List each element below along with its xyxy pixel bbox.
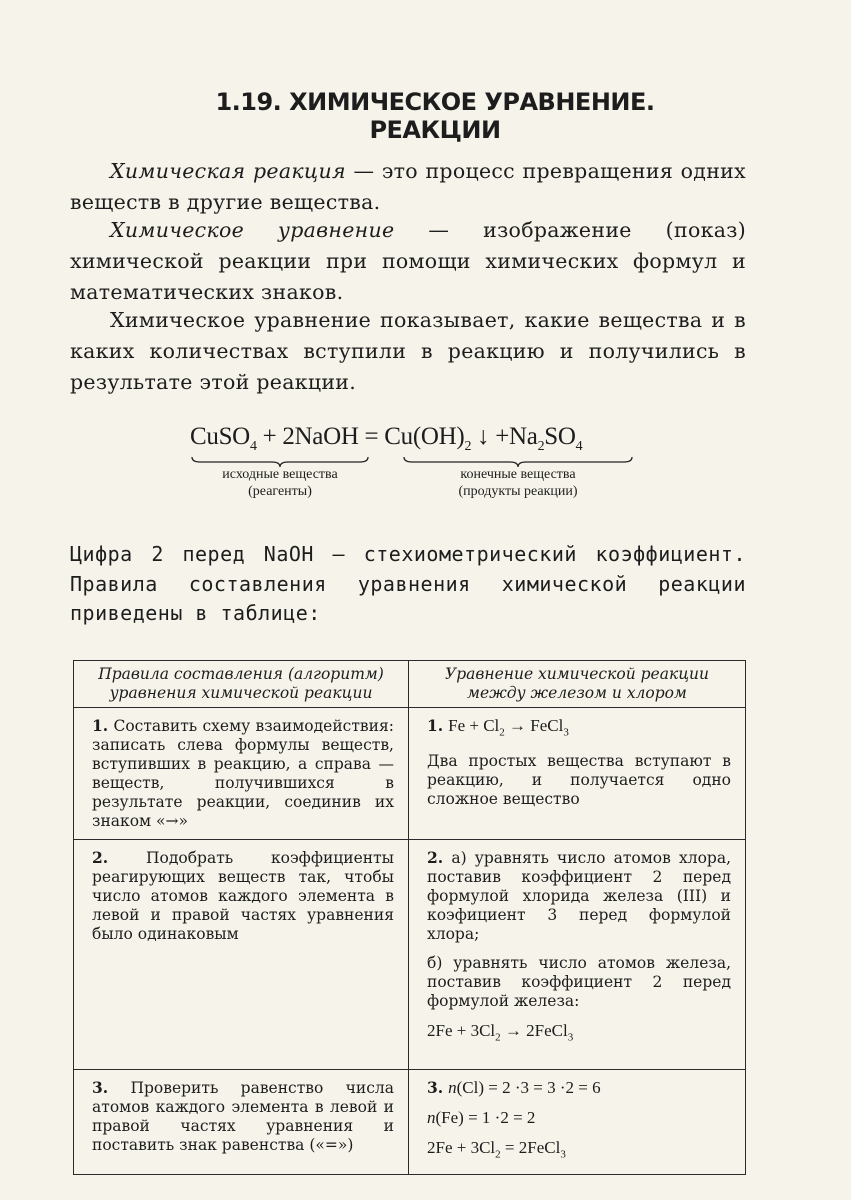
rule-cell-2: 2. Подобрать коэффициенты реагирующих веществ так, чтобы число атомов каждого элемента в левой и правой частях уравнения было одинаковым [74,840,409,1070]
example-equation [190,420,640,510]
section-title-line-1: 1.19. ХИМИЧЕСКОЕ УРАВНЕНИЕ. [215,88,655,116]
rule-cell-3: 3. Проверить равенство числа атомов каждого элемента в левой и правой частях уравнения и поставить знак равенства («=») [74,1070,409,1175]
section-title [150,88,720,144]
equation-term: Химическое уравнение [110,218,395,242]
reaction-text: — это процесс превращения одних веществ в другие вещества. [70,159,746,214]
balanced-scheme-formula: $2Fe + 3Cl_2$ → 2FeCl$_3$ [427,1021,574,1044]
table-header-left: Правила составления (алгоритм) уравнения химической реакции [74,661,409,708]
example-cell-2: 2. а) уравнять число атомов хлора, поставив коэффициент 2 перед формулой хлорида железа (III) и коэфициент 3 перед формулой хлора; б) уравнять число атомов железа, поставив коэффициент 2 перед формулой железа: $2Fe + 3Cl_2$ → 2FeCl$_3$ [409,840,746,1070]
rules-table [73,660,746,1175]
table-row [74,1070,746,1175]
example-cell-1: 1. $Fe + Cl_2$ → FeCl$_3$ Два простых вещества вступают в реакцию, и получается одно сложное вещество [409,708,746,840]
equation-definition [70,215,746,308]
table-header-row [74,661,746,708]
section-title-line-2: РЕАКЦИИ [369,116,501,144]
table-row [74,708,746,840]
example-cell-3: 3. n(Cl) = 2 ·3 = 3 ·2 = 6 n(Fe) = 1 ·2 = 2 $2Fe + 3Cl_2$ = 2FeCl$_3$ [409,1070,746,1175]
rule-cell-1: 1. Составить схему взаимодействия: записать слева формулы веществ, вступивших в реакцию, а справа — веществ, получившихся в результате реакции, соединив их знаком «→» [74,708,409,840]
reaction-term: Химическая реакция [110,159,346,183]
equation-formula: CuSO$_4$ + 2NaOH = $Cu(OH)_2$ ↓ $+Na_2SO_4$ [190,423,583,454]
reagents-caption: исходные вещества (реагенты) [222,467,338,499]
coefficient-paragraph: Цифра 2 перед NaOH — стехиометрический коэффициент. Правила составления уравнения химической реакции приведены в таблице: [70,542,746,625]
equation-shows-text: Химическое уравнение показывает, какие вещества и в каких количествах вступили в реакцию и получились в результате этой реакции. [70,308,746,394]
reaction-definition [70,156,746,218]
scheme-formula: $Fe + Cl_2$ → FeCl$_3$ [448,716,569,739]
table-row [74,840,746,1070]
table-header-right: Уравнение химической реакции между железом и хлором [409,661,746,708]
equation-shows-paragraph [70,305,746,398]
final-equation-formula: $2Fe + 3Cl_2$ = 2FeCl$_3$ [427,1138,566,1161]
equation-text: — изображение (показ) химической реакции при помощи химических формул и математических знаков. [70,218,746,304]
products-caption: конечные вещества (продукты реакции) [458,467,578,499]
